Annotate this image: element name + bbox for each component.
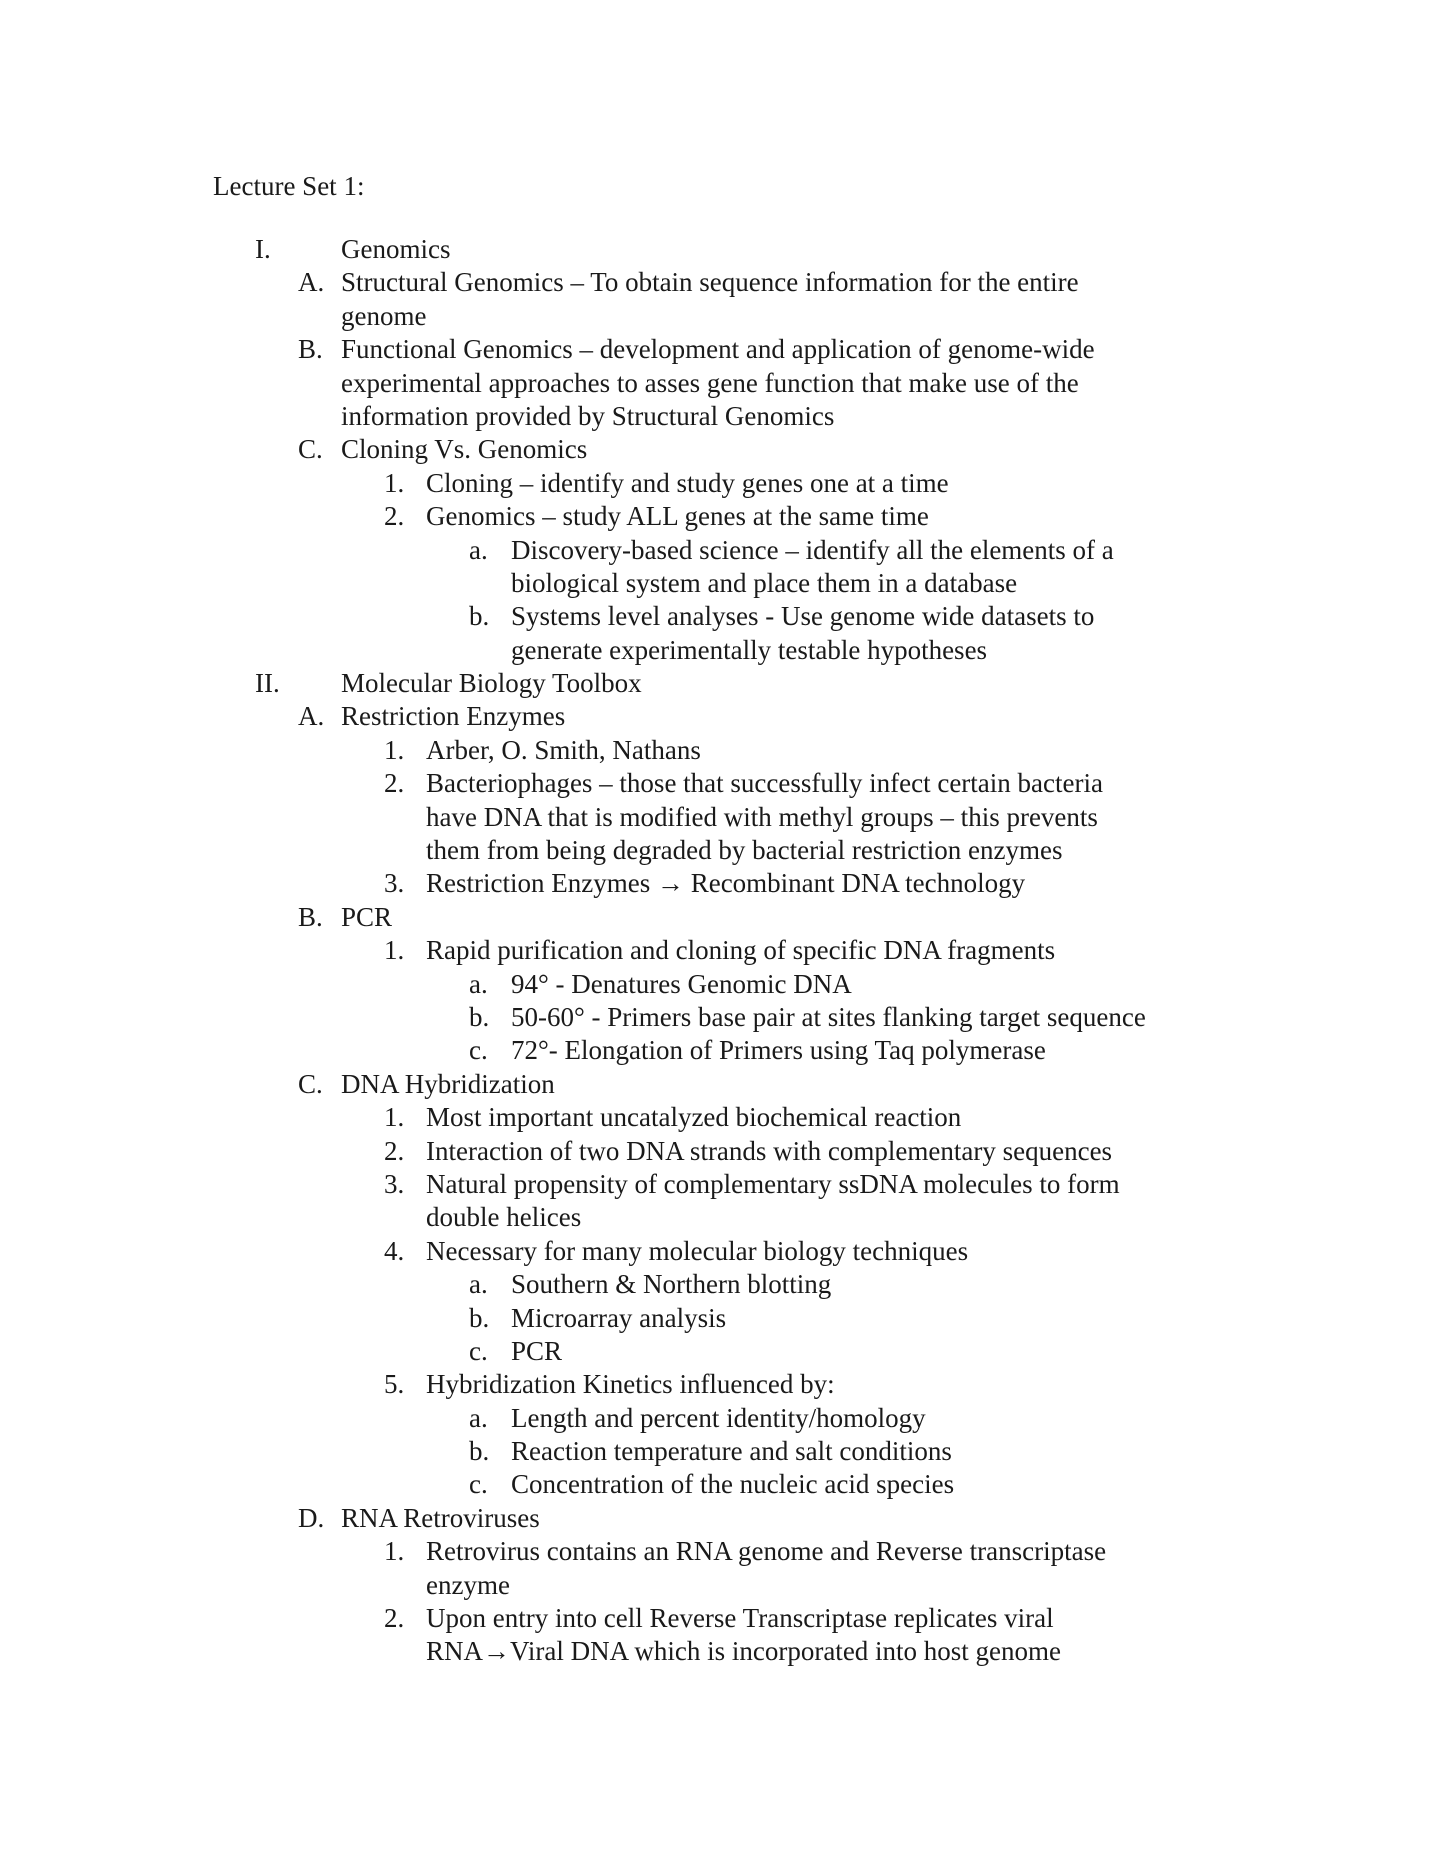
outline-text: enzyme	[426, 1569, 510, 1600]
outline-item	[0, 700, 1456, 733]
outline-marker: 2.	[384, 1135, 405, 1166]
outline-line	[0, 1201, 1456, 1234]
outline-text: Southern & Northern blotting	[511, 1269, 832, 1300]
outline-text: Cloning Vs. Genomics	[341, 434, 588, 465]
outline-text: Natural propensity of complementary ssDNA molecules to form	[426, 1168, 1120, 1199]
outline-text: Systems level analyses - Use genome wide datasets to	[511, 601, 1095, 632]
outline-line	[0, 1335, 1456, 1368]
outline-line	[0, 1435, 1456, 1468]
outline-item	[0, 1034, 1456, 1067]
outline-text: PCR	[511, 1335, 563, 1366]
outline-item	[0, 734, 1456, 767]
outline-marker: a.	[469, 534, 488, 565]
outline-marker: 1.	[384, 734, 405, 765]
outline-item	[0, 1402, 1456, 1435]
outline-item	[0, 667, 1456, 700]
outline-item	[0, 433, 1456, 466]
outline-line	[0, 901, 1456, 934]
outline-marker: 2.	[384, 501, 405, 532]
outline-line	[0, 266, 1456, 299]
outline-marker: II.	[255, 668, 280, 699]
outline-line	[0, 400, 1456, 433]
outline-line	[0, 734, 1456, 767]
outline-item	[0, 233, 1456, 266]
outline-marker: C.	[298, 434, 323, 465]
outline-item	[0, 534, 1456, 601]
outline-text: Cloning – identify and study genes one at a time	[426, 467, 949, 498]
outline-text: biological system and place them in a database	[511, 567, 1018, 598]
outline-line	[0, 1135, 1456, 1168]
outline-text: have DNA that is modified with methyl groups – this prevents	[426, 801, 1098, 832]
outline-text: information provided by Structural Genomics	[341, 400, 835, 431]
outline-marker: b.	[469, 1001, 490, 1032]
outline-line	[0, 1569, 1456, 1602]
outline-line	[0, 367, 1456, 400]
outline-item	[0, 500, 1456, 533]
outline-line	[0, 333, 1456, 366]
outline-text: RNA Retroviruses	[341, 1502, 540, 1533]
outline-line	[0, 600, 1456, 633]
outline-line	[0, 667, 1456, 700]
outline-marker: b.	[469, 1302, 490, 1333]
outline-marker: a.	[469, 1269, 488, 1300]
outline-text: 94° - Denatures Genomic DNA	[511, 968, 852, 999]
outline-item	[0, 767, 1456, 867]
outline-item	[0, 1335, 1456, 1368]
outline-line	[0, 1235, 1456, 1268]
outline-item	[0, 968, 1456, 1001]
outline-line	[0, 700, 1456, 733]
outline-marker: 1.	[384, 467, 405, 498]
outline-text: double helices	[426, 1202, 582, 1233]
outline-marker: A.	[298, 267, 325, 298]
outline-marker: 1.	[384, 1102, 405, 1133]
outline-marker: c.	[469, 1035, 488, 1066]
outline-item	[0, 1001, 1456, 1034]
outline-item	[0, 467, 1456, 500]
outline-line	[0, 634, 1456, 667]
outline-line	[0, 1068, 1456, 1101]
outline-item	[0, 1535, 1456, 1602]
outline-item	[0, 1368, 1456, 1401]
outline-marker: 5.	[384, 1369, 405, 1400]
outline-text: Molecular Biology Toolbox	[341, 668, 642, 699]
outline-marker: 1.	[384, 935, 405, 966]
outline-text: experimental approaches to asses gene function that make use of the	[341, 367, 1079, 398]
outline-text: PCR	[341, 901, 393, 932]
outline-item	[0, 901, 1456, 934]
outline-marker: b.	[469, 601, 490, 632]
outline-item	[0, 600, 1456, 667]
outline-marker: A.	[298, 701, 325, 732]
outline-text: Restriction Enzymes → Recombinant DNA technology	[426, 868, 1026, 899]
outline-text: Bacteriophages – those that successfully infect certain bacteria	[426, 768, 1103, 799]
outline-line	[0, 567, 1456, 600]
outline-line	[0, 1502, 1456, 1535]
outline-marker: B.	[298, 334, 323, 365]
outline-marker: 2.	[384, 768, 405, 799]
outline-text: Restriction Enzymes	[341, 701, 566, 732]
outline-item	[0, 934, 1456, 967]
outline-line	[0, 534, 1456, 567]
outline-item	[0, 1502, 1456, 1535]
outline-line	[0, 1402, 1456, 1435]
outline-text: Microarray analysis	[511, 1302, 727, 1333]
outline-item	[0, 1268, 1456, 1301]
outline-text: RNA→Viral DNA which is incorporated into host genome	[426, 1636, 1062, 1667]
outline-line	[0, 467, 1456, 500]
outline-item	[0, 1302, 1456, 1335]
outline-marker: c.	[469, 1469, 488, 1500]
outline-text: Necessary for many molecular biology techniques	[426, 1235, 969, 1266]
outline-text: Most important uncatalyzed biochemical reaction	[426, 1102, 962, 1133]
outline-text: Genomics	[341, 234, 451, 264]
outline-text: Retrovirus contains an RNA genome and Reverse transcriptase	[426, 1536, 1107, 1567]
outline-item	[0, 1135, 1456, 1168]
outline-line	[0, 1101, 1456, 1134]
outline-marker: 3.	[384, 1168, 405, 1199]
outline-line	[0, 1535, 1456, 1568]
outline-item	[0, 1168, 1456, 1235]
outline-marker: a.	[469, 968, 488, 999]
outline-marker: C.	[298, 1068, 323, 1099]
outline-text: DNA Hybridization	[341, 1068, 555, 1099]
outline-line	[0, 1302, 1456, 1335]
outline-text: Discovery-based science – identify all the elements of a	[511, 534, 1114, 565]
outline-line	[0, 1468, 1456, 1501]
outline-line	[0, 233, 1456, 266]
outline-item	[0, 1602, 1456, 1669]
outline-line	[0, 300, 1456, 333]
outline-line	[0, 1268, 1456, 1301]
outline-line	[0, 1602, 1456, 1635]
outline-line	[0, 1635, 1456, 1668]
outline-text: Interaction of two DNA strands with complementary sequences	[426, 1135, 1113, 1166]
outline-marker: a.	[469, 1402, 488, 1433]
outline-text: Structural Genomics – To obtain sequence information for the entire	[341, 267, 1079, 298]
outline-text: Upon entry into cell Reverse Transcriptase replicates viral	[426, 1603, 1054, 1634]
outline-marker: b.	[469, 1436, 490, 1467]
outline-marker: c.	[469, 1335, 488, 1366]
outline-text: Arber, O. Smith, Nathans	[426, 734, 701, 765]
outline-line	[0, 934, 1456, 967]
outline-line	[0, 1368, 1456, 1401]
outline-marker: B.	[298, 901, 323, 932]
outline-text: Concentration of the nucleic acid species	[511, 1469, 955, 1500]
outline-line	[0, 867, 1456, 900]
outline-line	[0, 1001, 1456, 1034]
outline-text: generate experimentally testable hypotheses	[511, 634, 988, 665]
outline-marker: 3.	[384, 868, 405, 899]
outline-marker: 4.	[384, 1235, 405, 1266]
outline-text: Functional Genomics – development and application of genome-wide	[341, 334, 1095, 365]
outline-line	[0, 1168, 1456, 1201]
outline-text: genome	[341, 300, 427, 331]
outline-marker: 2.	[384, 1603, 405, 1634]
outline-item	[0, 1235, 1456, 1268]
outline-text: 50-60° - Primers base pair at sites flanking target sequence	[511, 1001, 1146, 1032]
outline-marker: D.	[298, 1502, 325, 1533]
outline-text: Genomics – study ALL genes at the same time	[426, 501, 929, 532]
outline-text: Hybridization Kinetics influenced by:	[426, 1369, 835, 1400]
outline-item	[0, 266, 1456, 333]
outline-line	[0, 1034, 1456, 1067]
outline-item	[0, 333, 1456, 433]
outline-text: 72°- Elongation of Primers using Taq polymerase	[511, 1035, 1046, 1066]
outline-line	[0, 433, 1456, 466]
outline-line	[0, 500, 1456, 533]
outline-item	[0, 1435, 1456, 1468]
outline-text: them from being degraded by bacterial restriction enzymes	[426, 835, 1063, 866]
outline-item	[0, 1468, 1456, 1501]
outline-line	[0, 801, 1456, 834]
outline-marker: 1.	[384, 1536, 405, 1567]
outline-text: Length and percent identity/homology	[511, 1402, 926, 1433]
outline-item	[0, 867, 1456, 900]
outline-marker: I.	[255, 234, 271, 264]
outline-line	[0, 834, 1456, 867]
outline-text: Reaction temperature and salt conditions	[511, 1436, 952, 1467]
outline-line	[0, 767, 1456, 800]
outline-item	[0, 1068, 1456, 1101]
outline-line	[0, 968, 1456, 1001]
lecture-outline	[0, 233, 1456, 1669]
page-title: Lecture Set 1:	[213, 171, 365, 201]
outline-item	[0, 1101, 1456, 1134]
outline-text: Rapid purification and cloning of specific DNA fragments	[426, 935, 1056, 966]
